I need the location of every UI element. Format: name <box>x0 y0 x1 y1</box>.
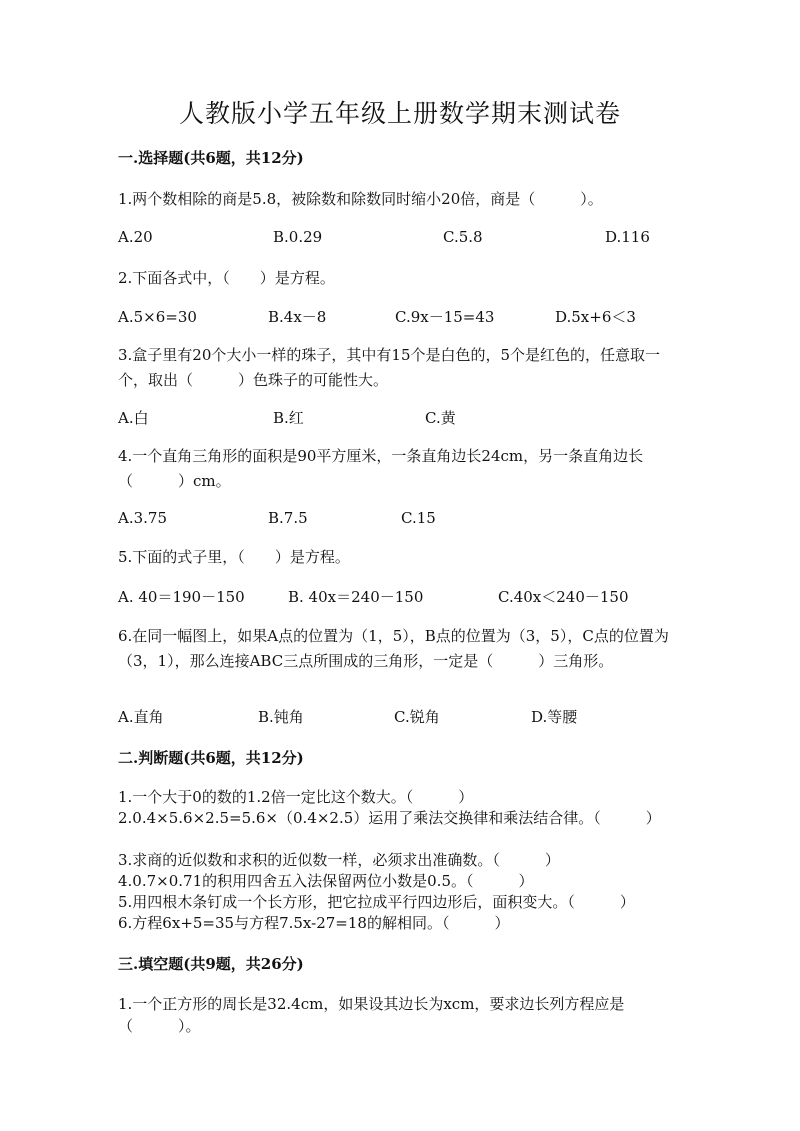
options-1-6 <box>118 706 698 728</box>
judge-item-4: 4.0.7×0.71的积用四舍五入法保留两位小数是0.5。（ ） <box>118 872 534 890</box>
options-1-3 <box>118 407 698 429</box>
section-2-heading: 二.判断题(共6题，共12分) <box>118 749 304 767</box>
option-c: C.锐角 <box>394 708 440 726</box>
options-1-1 <box>118 226 698 248</box>
option-c: C.黄 <box>425 409 456 427</box>
judge-item-5: 5.用四根木条钉成一个长方形，把它拉成平行四边形后，面积变大。（ ） <box>118 893 635 911</box>
option-a: A.20 <box>118 228 153 246</box>
judge-item-1: 1.一个大于0的数的1.2倍一定比这个数大。（ ） <box>118 788 474 806</box>
judge-item-2: 2.0.4×5.6×2.5=5.6×（0.4×2.5）运用了乘法交换律和乘法结合律。（ ） <box>118 809 661 827</box>
option-d: D.等腰 <box>531 708 578 726</box>
option-a: A. 40＝190－150 <box>118 588 245 606</box>
options-1-5 <box>118 586 698 608</box>
option-c: C.15 <box>401 509 436 527</box>
option-b: B.4x－8 <box>268 308 327 326</box>
option-a: A.5×6=30 <box>118 308 197 326</box>
judge-item-6: 6.方程6x+5=35与方程7.5x-27=18的解相同。（ ） <box>118 914 510 932</box>
option-d: D.116 <box>605 228 650 246</box>
question-1-1: 1.两个数相除的商是5.8，被除数和除数同时缩小20倍，商是（ ）。 <box>118 190 603 208</box>
option-c: C.40x＜240－150 <box>498 588 629 606</box>
question-1-4: 4.一个直角三角形的面积是90平方厘米，一条直角边长24cm，另一条直角边长（ ）cm。 <box>118 447 644 490</box>
option-d: D.5x+6＜3 <box>555 308 636 326</box>
question-1-5: 5.下面的式子里，（ ）是方程。 <box>118 548 350 566</box>
option-b: B.红 <box>273 409 304 427</box>
section-1-heading: 一.选择题(共6题，共12分) <box>118 149 304 167</box>
judge-item-3: 3.求商的近似数和求积的近似数一样，必须求出准确数。（ ） <box>118 851 560 869</box>
options-1-2 <box>118 306 698 328</box>
question-1-2: 2.下面各式中，（ ）是方程。 <box>118 269 335 287</box>
option-b: B.7.5 <box>268 509 308 527</box>
section-3-heading: 三.填空题(共9题，共26分) <box>118 955 304 973</box>
option-c: C.5.8 <box>443 228 483 246</box>
option-a: A.直角 <box>118 708 164 726</box>
options-1-4 <box>118 507 698 529</box>
option-b: B. 40x＝240－150 <box>288 588 424 606</box>
option-b: B.0.29 <box>273 228 323 246</box>
question-1-3: 3.盒子里有20个大小一样的珠子，其中有15个是白色的，5个是红色的，任意取一个，取出（ ）色珠子的可能性大。 <box>118 346 661 389</box>
option-b: B.钝角 <box>258 708 304 726</box>
question-1-6: 6.在同一幅图上，如果A点的位置为（1，5），B点的位置为（3，5），C点的位置为（3，1），那么连接ABC三点所围成的三角形，一定是（ ）三角形。 <box>118 627 669 670</box>
fill-item-1: 1.一个正方形的周长是32.4cm，如果设其边长为xcm，要求边长列方程应是（ ）。 <box>118 995 625 1035</box>
option-a: A.3.75 <box>118 509 167 527</box>
option-c: C.9x－15=43 <box>395 308 495 326</box>
exam-title: 人教版小学五年级上册数学期末测试卷 <box>178 99 621 128</box>
option-a: A.白 <box>118 409 149 427</box>
